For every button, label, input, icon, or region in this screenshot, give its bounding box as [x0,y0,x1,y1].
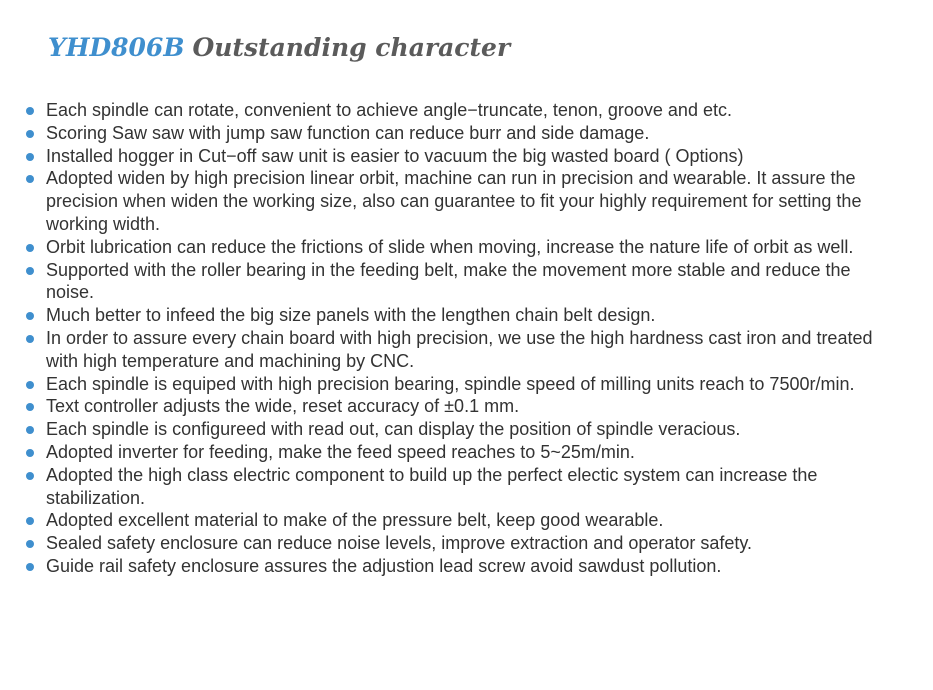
feature-text: Each spindle is configureed with read out, can display the position of spindle veracious. [46,419,741,440]
bullet-icon [26,517,34,525]
feature-item [24,555,884,578]
feature-item [24,373,884,396]
feature-text: Each spindle is equiped with high precision bearing, spindle speed of milling units reach to 7500r/min. [46,373,855,394]
feature-text: Adopted the high class electric component to build up the perfect electic system can increase the stabilization. [46,464,818,508]
bullet-icon [26,381,34,389]
feature-text: Orbit lubrication can reduce the frictions of slide when moving, increase the nature life of orbit as well. [46,236,854,257]
bullet-icon [26,244,34,252]
bullet-icon [26,472,34,480]
feature-item [24,304,884,327]
bullet-icon [26,130,34,138]
feature-item [24,509,884,532]
feature-item [24,395,884,418]
feature-item [24,122,884,145]
feature-text: Much better to infeed the big size panels with the lengthen chain belt design. [46,305,656,326]
bullet-icon [26,312,34,320]
bullet-icon [26,153,34,161]
feature-item [24,441,884,464]
feature-list [24,99,884,578]
feature-item [24,327,884,373]
feature-text: Each spindle can rotate, convenient to achieve angle−truncate, tenon, groove and etc. [46,100,732,120]
feature-text: Text controller adjusts the wide, reset accuracy of ±0.1 mm. [46,396,520,417]
model-name: YHD806B [48,33,185,62]
feature-item [24,99,884,122]
feature-item [24,236,884,259]
bullet-icon [26,107,34,115]
feature-item [24,418,884,441]
feature-text: Adopted inverter for feeding, make the feed speed reaches to 5~25m/min. [46,441,635,462]
bullet-icon [26,426,34,434]
feature-item [24,145,884,168]
bullet-icon [26,267,34,275]
feature-item [24,464,884,510]
feature-item [24,259,884,305]
feature-text: Adopted widen by high precision linear orbit, machine can run in precision and wearable. It assure the precision when widen the working size, also can guarantee to fit your highly requirement for setting the working width. [46,168,862,234]
title-text: Outstanding character [192,33,511,62]
feature-item [24,167,884,235]
feature-item [24,532,884,555]
feature-text: Supported with the roller bearing in the feeding belt, make the movement more stable and reduce the noise. [46,259,851,303]
feature-text: Installed hogger in Cut−off saw unit is easier to vacuum the big wasted board ( Options) [46,145,744,166]
bullet-icon [26,335,34,343]
feature-text: Scoring Saw saw with jump saw function can reduce burr and side damage. [46,122,650,143]
bullet-icon [26,563,34,571]
bullet-icon [26,175,34,183]
bullet-icon [26,403,34,411]
feature-text: Sealed safety enclosure can reduce noise levels, improve extraction and operator safety. [46,533,753,554]
feature-text: In order to assure every chain board with high precision, we use the high hardness cast iron and treated with high temperature and machining by CNC. [46,327,873,371]
page-title [48,28,510,68]
bullet-icon [26,449,34,457]
feature-text: Adopted excellent material to make of the pressure belt, keep good wearable. [46,510,664,531]
bullet-icon [26,540,34,548]
feature-text: Guide rail safety enclosure assures the adjustion lead screw avoid sawdust pollution. [46,555,722,576]
